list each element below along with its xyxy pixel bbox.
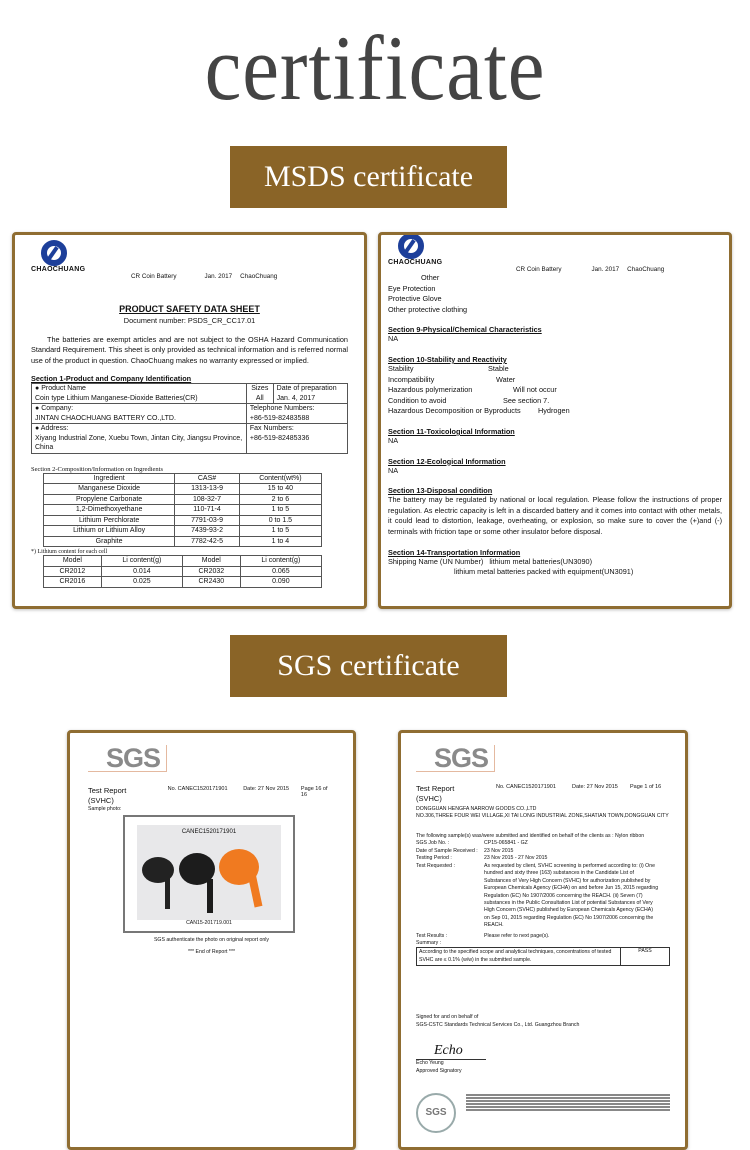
page-title: certificate bbox=[204, 17, 546, 119]
section-1-heading: Section 1-Product and Company Identification bbox=[31, 374, 192, 384]
report-field bbox=[416, 848, 670, 856]
section-9-heading: Section 9-Physical/Chemical Characteristics bbox=[388, 325, 542, 335]
property-value: See section 7. bbox=[503, 395, 550, 405]
section-11-text: NA bbox=[388, 435, 399, 445]
section-14-heading: Section 14-Transportation Information bbox=[388, 547, 521, 557]
table-cell: CR2430 bbox=[182, 577, 240, 588]
table-cell: Graphite bbox=[44, 536, 175, 547]
table-cell: 0.014 bbox=[101, 566, 182, 577]
column-header: Ingredient bbox=[44, 473, 175, 484]
sample-photo-frame bbox=[123, 815, 295, 933]
msds-banner: MSDS certificate bbox=[230, 146, 507, 208]
stability-row bbox=[388, 364, 722, 375]
table-cell: Lithium or Lithium Alloy bbox=[44, 526, 175, 537]
field-value: 23 Nov 2015 bbox=[484, 847, 514, 854]
section-10-heading: Section 10-Stability and Reactivity bbox=[388, 354, 507, 364]
sample-photo-label: Sample photo: bbox=[88, 806, 122, 812]
doc-header: CR Coin Battery Jan. 2017 ChaoChuang bbox=[131, 273, 278, 280]
doc-number: Document number: PSDS_CR_CC17.01 bbox=[123, 316, 256, 325]
table-cell: CR2012 bbox=[44, 566, 102, 577]
stability-row bbox=[388, 385, 722, 396]
report-fields bbox=[416, 840, 670, 863]
field-label: Testing Period : bbox=[416, 855, 452, 862]
table-cell: 1,2-Dimethoxyethane bbox=[44, 505, 175, 516]
table-cell: 110-71-4 bbox=[175, 505, 240, 516]
test-requested: As requested by client, SVHC screening is performed according to: (i) One hundred and sixty three (163) substances in the Candidate List of Substances of Very High Concern (SVHC) for authorization published by European Chemicals Agency (ECHA) on and before Jun 15, 2015 regarding Regulation (EC) No 1907/2006 concerning the REACH. (ii) Seven (7) substances in the Public Consultation List of potential Substances of Very High Concern (SVHC) published by European Chemicals Agency (ECHA) on Sep 01, 2015 regarding Regulation (EC) No 1907/2006 concerning the REACH. bbox=[484, 863, 659, 929]
doc-header: CR Coin Battery Jan. 2017 ChaoChuang bbox=[516, 266, 665, 273]
signature: Echo bbox=[434, 1043, 463, 1059]
section-11-heading: Section 11-Toxicological Information bbox=[388, 426, 515, 436]
photo-caption: CAN15-201719.001 bbox=[186, 920, 232, 927]
table-cell: Lithium Perchlorate bbox=[44, 515, 175, 526]
column-header: Model bbox=[182, 556, 240, 567]
section-12-heading: Section 12-Ecological Information bbox=[388, 456, 506, 466]
table-cell: 7791-03-9 bbox=[175, 515, 240, 526]
table-cell: 0.090 bbox=[240, 577, 321, 588]
signed-by-company: SGS-CSTC Standards Technical Services Co., Ltd. Guangzhou Branch bbox=[416, 1021, 580, 1028]
chaochuang-logo: CHAOCHUANG bbox=[388, 233, 722, 266]
column-header: Li content(g) bbox=[240, 556, 321, 567]
ppe-item: Eye Protection bbox=[388, 283, 436, 293]
property-value: Stable bbox=[488, 363, 509, 373]
table-row bbox=[44, 484, 322, 495]
table-cell: 1 to 4 bbox=[239, 536, 321, 547]
other-label: Other bbox=[421, 273, 440, 282]
stability-row bbox=[388, 396, 722, 407]
section-2-heading: Section 2-Composition/Information on Ingredients bbox=[31, 465, 163, 473]
signatory-title: Approved Signatory bbox=[416, 1067, 462, 1074]
field-value: CP15-065841 - GZ bbox=[484, 840, 528, 847]
sgs-logo: SGS bbox=[416, 745, 495, 772]
property-label: Hazardous Decomposition or Byproducts bbox=[388, 406, 521, 416]
stability-row bbox=[388, 406, 722, 417]
sgs-page-16 bbox=[67, 730, 356, 1150]
property-label: Hazardous polymerization bbox=[388, 385, 473, 395]
lithium-note: *) Lithium content for each cell bbox=[31, 549, 108, 556]
shipping-name-label: Shipping Name (UN Number) bbox=[388, 556, 484, 566]
end-of-report: *** End of Report *** bbox=[187, 948, 235, 955]
summary-box: According to the specified scope and analytical techniques, concentrations of tested SVHC are ≤ 0.1% (w/w) in the submitted sample. PASS bbox=[416, 947, 670, 966]
table-row bbox=[44, 515, 322, 526]
stability-list bbox=[388, 364, 722, 417]
property-value: Water bbox=[496, 374, 516, 384]
footer bbox=[416, 1093, 670, 1133]
column-header: CAS# bbox=[175, 473, 240, 484]
table-cell: 1313-13-9 bbox=[175, 484, 240, 495]
property-value: Will not occur bbox=[513, 385, 557, 395]
table-row bbox=[44, 536, 322, 547]
stability-row bbox=[388, 375, 722, 386]
table-cell: CR2016 bbox=[44, 577, 102, 588]
doc-title: PRODUCT SAFETY DATA SHEET bbox=[119, 304, 260, 314]
table-cell: 0 to 1.5 bbox=[239, 515, 321, 526]
table-row bbox=[44, 494, 322, 505]
chaochuang-logo: CHAOCHUANG bbox=[31, 240, 348, 273]
field-label: SGS Job No. : bbox=[416, 840, 450, 847]
section-12-text: NA bbox=[388, 465, 399, 475]
ppe-item: Other protective clothing bbox=[388, 304, 468, 314]
sgs-logo: SGS bbox=[88, 745, 167, 772]
table-cell: Manganese Dioxide bbox=[44, 484, 175, 495]
un3090: lithium metal batteries(UN3090) bbox=[489, 556, 593, 566]
section-9-text: NA bbox=[388, 334, 399, 344]
lithium-table bbox=[43, 555, 322, 588]
sample-intro: The following sample(s) was/were submitted and identified on behalf of the clients as : Nylon ribbon bbox=[416, 832, 645, 839]
msds-page-2 bbox=[378, 232, 732, 609]
signed-on-behalf: Signed for and on behalf of bbox=[416, 1014, 479, 1021]
report-field bbox=[416, 840, 670, 848]
table-row bbox=[44, 505, 322, 516]
property-label: Condition to avoid bbox=[388, 395, 447, 405]
signatory-name: Echo Yeung bbox=[416, 1060, 444, 1067]
property-value: Hydrogen bbox=[538, 406, 570, 416]
report-header: Test Report (SVHC) No. CANEC1520171901 Date: 27 Nov 2015 Page 1 of 16 bbox=[416, 784, 662, 803]
table-cell: 2 to 6 bbox=[239, 494, 321, 505]
table-cell: 7439-93-2 bbox=[175, 526, 240, 537]
report-header: Test Report (SVHC) No. CANEC1520171901 Date: 27 Nov 2015 Page 16 of 16 bbox=[88, 786, 328, 805]
field-value: 23 Nov 2015 - 27 Nov 2015 bbox=[484, 855, 548, 862]
column-header: Li content(g) bbox=[101, 556, 182, 567]
sgs-seal: SGS bbox=[416, 1093, 456, 1133]
table-cell: CR2032 bbox=[182, 566, 240, 577]
client-address: NO.306,THREE FOUR WEI VILLAGE,XI TAI LONG INDUSTRIAL ZONE,SHATIAN TOWN,DONGGUAN CITY bbox=[416, 813, 669, 820]
client-name: DONGGUAN HENGFA NARROW GOODS CO.,LTD bbox=[416, 806, 537, 812]
fine-print bbox=[466, 1093, 670, 1133]
table-row bbox=[44, 566, 322, 577]
ingredients-table bbox=[43, 473, 322, 548]
table-cell: Propylene Carbonate bbox=[44, 494, 175, 505]
table-cell: 0.025 bbox=[101, 577, 182, 588]
report-field bbox=[416, 855, 670, 863]
table-cell: 7782-42-5 bbox=[175, 536, 240, 547]
authenticate-note: SGS authenticate the photo on original report only bbox=[153, 937, 270, 944]
header-row bbox=[44, 556, 322, 567]
section-13-heading: Section 13-Disposal condition bbox=[388, 486, 493, 496]
intro-text: The batteries are exempt articles and are not subject to the OSHA Hazard Communication Standard Requirement. This sheet is only provided as technical information and is referred normal use of the product in question. ChaoChuang makes no warranty expressed or implied. bbox=[31, 334, 348, 365]
header-row bbox=[44, 473, 322, 484]
ppe-list bbox=[388, 284, 722, 316]
section-13-text: The battery may be regulated by national or local regulation. Please follow the instructions of proper regulation. As electric capacity is left in a discarded battery and it comes into contact with other metals, it could lead to distortion, leakage, overheating, or explosion, so make sure to cover the (+)and (-) terminals with friction tape or some other insulator before disposal. bbox=[388, 495, 722, 536]
test-results: Please refer to next page(s). bbox=[484, 932, 550, 939]
property-label: Stability bbox=[388, 363, 414, 373]
sgs-banner: SGS certificate bbox=[230, 635, 507, 697]
pass-result: PASS bbox=[638, 948, 652, 955]
ppe-item: Protective Glove bbox=[388, 294, 442, 304]
table-cell: 1 to 5 bbox=[239, 505, 321, 516]
msds-page-1 bbox=[12, 232, 367, 609]
table-row bbox=[44, 526, 322, 537]
identification-table: ● Product Name Coin type Lithium Manganese-Dioxide Batteries(CR) Sizes All Date of preparation Jan. 4, 2017 ● Company: JINTAN CHAOCHUANG BATTERY CO.,LTD. Telephone Numbers: +86-519-82483588 ● Address: Xiyang Industrial Zone, Xuebu Town, Jintan City, Jiangsu Province, China Fax Numbers: +86-519-82485336 bbox=[31, 383, 348, 454]
property-label: Incompatibility bbox=[388, 374, 435, 384]
summary-label: Summary : bbox=[416, 940, 442, 947]
field-label: Date of Sample Received : bbox=[416, 847, 478, 854]
table-cell: 108-32-7 bbox=[175, 494, 240, 505]
sgs-page-1: SGS Test Report (SVHC) No. CANEC1520171901 Date: 27 Nov 2015 Page 1 of 16 DONGGUAN HENGFA NARROW GOODS CO.,LTD NO.306,THREE FOUR WEI VILLAGE,XI TAI LONG INDUSTRIAL ZONE,SHATIAN TOWN,DONGGUAN CITY The following sample(s) was/were submitted and identified on behalf of the clients as : Nylon ribbon SGS Job No. : CP15-065841 - GZ Date of Sample Received : 23 Nov 2015 Testing Period : 23 Nov 2015 - 27 Nov 2015 Test Requested : As requested by client, SVHC screening is performed according to: (i) One hundred and sixty three (163) substances in the Candidate List of Substances of Very High Concern (SVHC) for authorization published by European Chemicals Agency (ECHA) on and before Jun 15, 2015 regarding Regulation (EC) No 1907/2006 concerning the REACH. (ii) Seven (7) substances in the Public Consultation List of potential Substances of Very High Concern (SVHC) published by European Chemicals Agency (ECHA) on Sep 01, 2015 regarding Regulation (EC) No 1907/2006 concerning the REACH. Test Results : Please refer to next page(s). Summary : According to the specified scope and analytical techniques, concentrations of tested SVHC are ≤ 0.1% (w/w) in the submitted sample. PASS Signed for and on behalf of SGS-CSTC Standards Technical Services Co., Ltd. Guangzhou Branch Echo Echo Yeung Approved Signatory SGS bbox=[398, 730, 688, 1150]
column-header: Model bbox=[44, 556, 102, 567]
table-cell: 1 to 5 bbox=[239, 526, 321, 537]
table-cell: 15 to 40 bbox=[239, 484, 321, 495]
column-header: Content(wt%) bbox=[239, 473, 321, 484]
un3091: lithium metal batteries packed with equipment(UN3091) bbox=[454, 567, 634, 577]
table-cell: 0.065 bbox=[240, 566, 321, 577]
sample-photo: CANEC1520171901 bbox=[137, 825, 281, 920]
table-row bbox=[44, 577, 322, 588]
